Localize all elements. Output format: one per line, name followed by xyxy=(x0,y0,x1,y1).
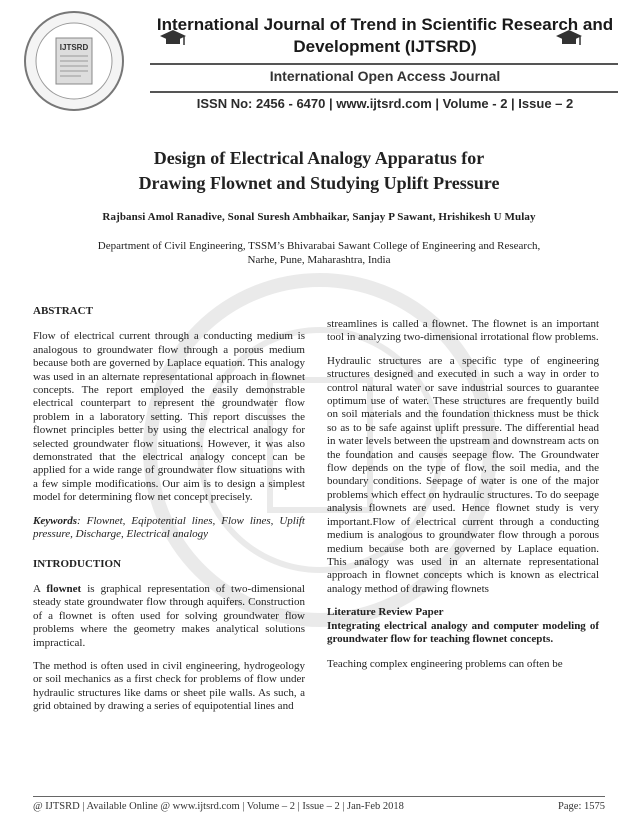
footer-citation: @ IJTSRD | Available Online @ www.ijtsrd.com | Volume – 2 | Issue – 2 | Jan-Feb 2018 xyxy=(33,801,404,812)
literature-subheading: Integrating electrical analogy and computer modeling of groundwater flow for teaching flownet concepts. xyxy=(327,619,599,645)
issn-line: ISSN No: 2456 - 6470 | www.ijtsrd.com | Volume - 2 | Issue – 2 xyxy=(196,96,574,111)
page-footer xyxy=(0,796,638,826)
intro-term: flownet xyxy=(46,582,82,595)
affiliation-line: Narhe, Pune, Maharashtra, India xyxy=(247,254,391,266)
literature-heading: Literature Review Paper xyxy=(327,606,444,619)
left-column xyxy=(33,305,305,724)
abstract-heading: ABSTRACT xyxy=(33,305,93,317)
author-list: Rajbansi Amol Ranadive, Sonal Suresh Ambhaikar, Sanjay P Sawant, Hrishikesh U Mulay xyxy=(102,211,536,223)
affiliation-line: Department of Civil Engineering, TSSM’s Bhivarabai Sawant College of Engineering and Research, xyxy=(97,240,541,252)
body-paragraph: Hydraulic structures are a specific type of engineering structures designed and executed in such a way in order to control natural water or save industrial sources to guarantee optimum use of water. These structures are frequently build on soil materials and the foundation thickness must be thick so as to be safe against uplift pressure. The differential head in water levels between the upstream and downstream acts on the foundation and causes seepage flow. The Groundwater flow depends on the type of flow, the soil media, and the boundary conditions. Seepage of water is one of the major problems which effect on hydraulic structures. To do seepage analysis flownets are used. Hence flownet study is very important.Flow of electrical current through a conducting medium is analogous to groundwater flow through a porous medium because both are governed by Laplace equation. This analogy was used in an alternate representational approach in flownet concepts which is known as electrical analogy method of drawing flownets xyxy=(327,354,599,595)
intro-paragraph: The method is often used in civil engineering, hydrogeology or soil mechanics as a first check for problems of flow under hydraulic structures like dams or sheet pile walls. As such, a grid obtained by drawing a series of equipotential lines and xyxy=(33,659,305,713)
footer-divider xyxy=(33,796,605,797)
keywords-label: Keywords xyxy=(33,514,77,527)
journal-header xyxy=(0,0,638,122)
keywords xyxy=(33,515,305,542)
journal-title: International Journal of Trend in Scientific Research and Development (IJTSRD) xyxy=(156,15,614,56)
title-line: Design of Electrical Analogy Apparatus for xyxy=(153,148,485,168)
body-paragraph: Teaching complex engineering problems can often be xyxy=(327,658,563,671)
header-divider xyxy=(150,63,618,65)
paper-title xyxy=(60,146,578,196)
page-number: Page: 1575 xyxy=(558,801,605,812)
abstract-text: Flow of electrical current through a conducting medium is analogous to groundwater flow through a porous medium because both are governed by Laplace equation. This analogy was used in an alternate representational approach in flownet concepts. The report employed the easily demonstrable electrical counterpart to represent the groundwater flow problem in a laboratory setting. This report discusses the flownet principles better by using the electrical analogy for selected groundwater flow situations. However, it was also demonstrated that the electrical analogy concept can be applied for a wide range of groundwater flow situations with a few simple modifications. Our aim is to design a simplest model for determining flow net concept precisely. xyxy=(33,330,305,504)
keywords-text: : Flownet, Eqipotential lines, Flow lines, Uplift pressure, Discharge, Electrical analogy xyxy=(33,514,305,541)
journal-logo xyxy=(23,10,125,112)
introduction-heading: INTRODUCTION xyxy=(33,557,122,570)
svg-text:IJTSRD: IJTSRD xyxy=(59,43,89,52)
affiliation xyxy=(40,239,598,267)
right-column xyxy=(327,318,599,682)
intro-paragraph xyxy=(33,583,305,650)
open-access-label: International Open Access Journal xyxy=(269,68,501,84)
body-paragraph: streamlines is called a flownet. The flownet is an important tool in analyzing two-dimensional irrotational flow problems. xyxy=(327,318,599,344)
intro-text: A xyxy=(33,582,47,595)
header-divider xyxy=(150,91,618,93)
intro-text: is graphical representation of two-dimensional steady state groundwater flow through aquifers. Construction of a flownet is often used for solving groundwater flow problems where the geometry makes analytical solutions impractical. xyxy=(33,582,305,649)
title-line: Drawing Flownet and Studying Uplift Pressure xyxy=(138,173,500,193)
